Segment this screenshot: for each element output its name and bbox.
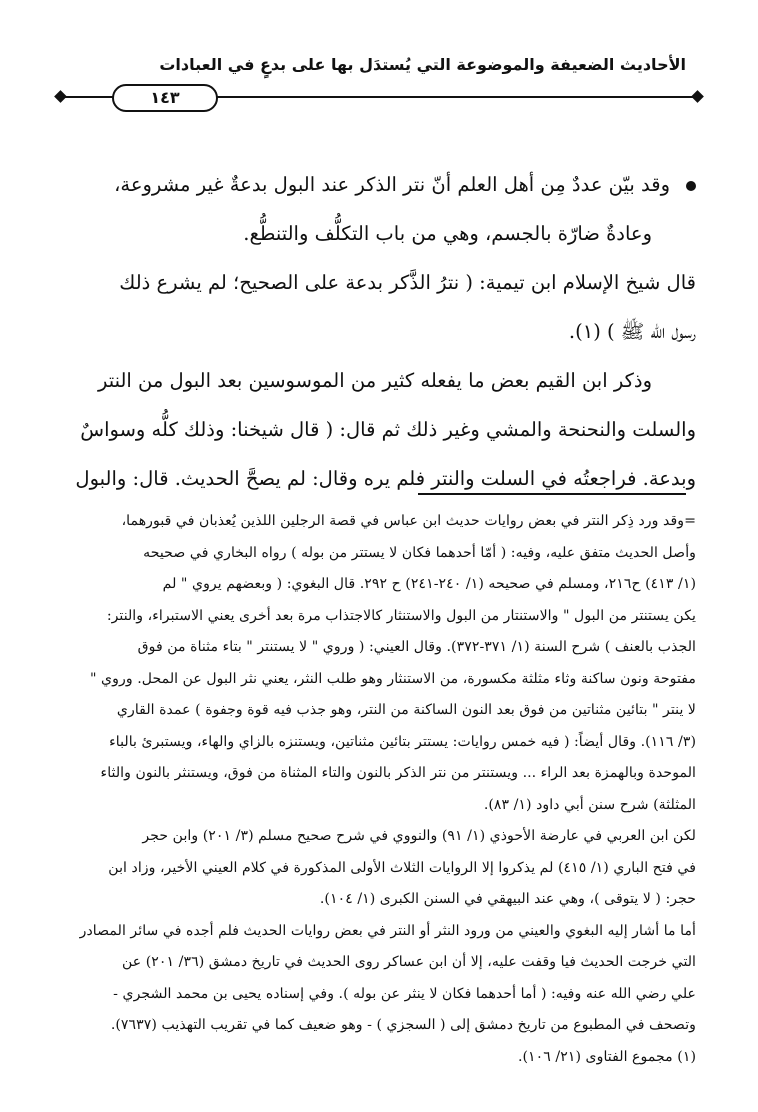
footnote-line: لكن ابن العربي في عارضة الأحوذي (١/ ٩١) والنووي في شرح صحيح مسلم (٣/ ٢٠١) وابن حجر bbox=[142, 828, 696, 844]
footnote-line: أما ما أشار إليه البغوي والعيني من ورود النثر أو النتر في بعض روايات الحديث فلم أجده في سائر المصادر bbox=[79, 922, 696, 939]
footnote-line: وتصحف في المطبوع من تاريخ دمشق إلى ( السجزي ) - وهو ضعيف كما في تقريب التهذيب (٧٦٣٧). bbox=[110, 1017, 696, 1033]
rule-end-diamond bbox=[54, 90, 67, 103]
footnote-line: في فتح الباري (١/ ٤١٥) لم يذكروا إلا الروايات الثلاث الأولى المذكورة في كلام العيني الأخير، وزاد ابن bbox=[108, 859, 696, 876]
footnote-line: يكن يستنتر من البول " والاستنتار من البول والاستنثار كالاجتذاب مرة بعد أخرى يعني الاستبراء، والنتر: bbox=[106, 607, 696, 624]
main-text bbox=[60, 160, 696, 503]
footnote-line: حجر: ( لا يتوقى )، وهي عند البيهقي في السنن الكبرى (١/ ١٠٤). bbox=[319, 891, 696, 907]
footnote-line: (١) مجموع الفتاوى (٢١/ ١٠٦). bbox=[518, 1048, 696, 1065]
footnote-line: =وقد ورد ذِكر النتر في بعض روايات حديث ابن عباس في قصة الرجلين اللذين يُعذبان في قبورهما، bbox=[121, 513, 696, 529]
footnote-line: المثلثة) شرح سنن أبي داود (١/ ٨٣). bbox=[483, 796, 696, 813]
footnote-line: علي رضي الله عنه وفيه: ( أما أحدهما فكان لا ينثر عن بوله ). وفي إسناده يحيى بن محمد الشجري - bbox=[113, 985, 696, 1002]
footnote-line: الجذب بالعنف ) شرح السنة (١/ ٣٧١-٣٧٢). وقال العيني: ( وروي " لا يستنتر " بتاء مثناة من فوق bbox=[137, 639, 696, 655]
footnote-line: (١/ ٤١٣) ح٢١٦، ومسلم في صحيحه (١/ ٢٤٠-٢٤١) ح ٢٩٢. قال البغوي: ( وبعضهم يروي " لم bbox=[162, 576, 696, 592]
main-text-line: وبدعة. فراجعتُه في السلت والنتر فلم يره وقال: لم يصحَّ الحديث. قال: والبول bbox=[75, 467, 696, 490]
footnote-line: (٣/ ١١٦). وقال أيضاً: ( فيه خمس روايات: يستتر بتائين مثناتين، ويستنزه بالزاي والهاء، ويستبرئ بالباء bbox=[109, 733, 696, 750]
running-title: الأحاديث الضعيفة والموضوعة التي يُستدَل بها على بدعٍ في العبادات bbox=[159, 55, 686, 74]
main-text-line: وعادةٌ ضارّة بالجسم، وهي من باب التكلُّف والتنطُّع. bbox=[243, 222, 652, 245]
footnote-line: لا ينتر " بتائين مثناتين من فوق بعد النون الساكنة من النتر، وهو جذب فيه قوة وجفوة ) عمدة القاري bbox=[116, 702, 696, 718]
main-text-line: وذكر ابن القيم بعض ما يفعله كثير من الموسوسين بعد البول من النتر bbox=[97, 369, 652, 392]
footnote-line: مفتوحة ونون ساكنة وثاء مثلثة مكسورة، من الاستنثار وهو طلب النثر، يعني نثر البول عن المحل. وروي " bbox=[90, 670, 696, 687]
main-text-line: رسول الله ﷺ ) (١). bbox=[568, 320, 696, 343]
main-text-line: قال شيخ الإسلام ابن تيمية: ( نترُ الذَّكر بدعة على الصحيح؛ لم يشرع ذلك bbox=[119, 271, 696, 294]
page-number: ١٤٣ bbox=[112, 84, 218, 112]
bullet-icon bbox=[686, 181, 696, 191]
footnote-line: الموحدة وبالهمزة بعد الراء ... ويستنتر من نتر الذكر بالنون والتاء المثناة من فوق، ويستنثر بالنون والثاء bbox=[100, 765, 696, 781]
rule-end-diamond bbox=[691, 90, 704, 103]
main-text-line: والسلت والنحنحة والمشي وغير ذلك ثم قال: ( قال شيخنا: وذلك كلُّه وسواسٌ bbox=[80, 418, 696, 441]
footnote-separator bbox=[418, 493, 686, 495]
footnote-line: وأصل الحديث متفق عليه، وفيه: ( أمّا أحدهما فكان لا يستتر من بوله ) رواه البخاري في صحيحه bbox=[143, 544, 696, 561]
footnote-line: التي خرجت الحديث فيا وقفت عليه، إلا أن ابن عساكر روى الحديث في تاريخ دمشق (٣٦/ ٢٠١) عن bbox=[121, 954, 696, 970]
main-text-line: وقد بيّن عددٌ مِن أهل العلم أنّ نتر الذكر عند البول بدعةٌ غير مشروعة، bbox=[60, 160, 696, 209]
footnotes bbox=[60, 506, 696, 1073]
